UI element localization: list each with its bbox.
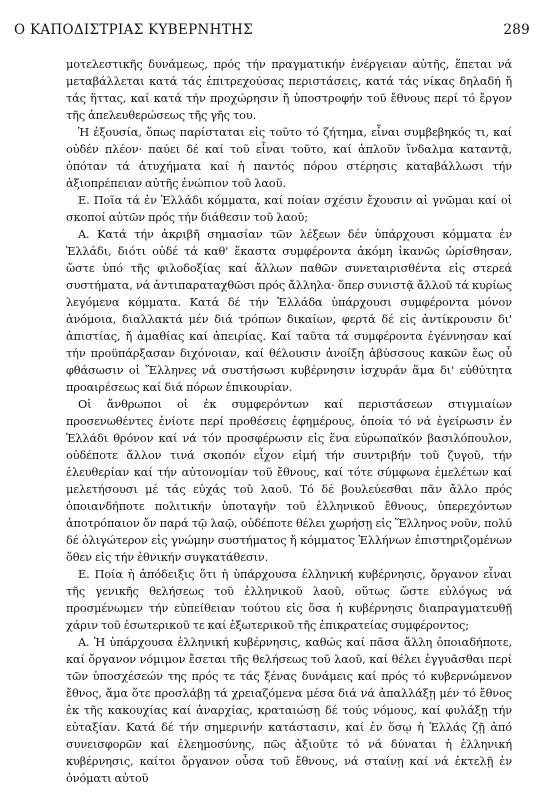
paragraph-continuation: μοτελεστικῆς δυνάμεως, πρός τήν πραγματικήν ἐνέργειαν αὐτῆς, ἕπεται νά μεταβάλλεται κατά τάς ἐπιτρεχούσας περιστάσεις, κατά τάς νίκας δηλαδή ἤ τάς ἥττας, καί κατά τήν προχώρησιν ἤ ὑποστροφήν τοῦ ἔθνους περί τό ἔργον τῆς ἀπελευθερώσεως τῆς γῆς του. <box>66 58 512 122</box>
body-text <box>66 56 512 787</box>
paragraph-authority: Ἡ ἐξουσία, ὅπως παρίσταται εἰς τοῦτο τό ζήτημα, εἶναι συμβεβηκός τι, καί οὐδέν πλέον· παύει δέ καί τοῦ εἶναι τοῦτο, καί ἁπλοῦν ἴνδαλμα καταντᾷ, ὁπόταν τά ἀτυχήματα καί ἡ παντός πόρου στέρησις καταβάλλωσι τήν ἀξιοπρέπειαν αὐτῆς ἐνώπιον τοῦ λαοῦ. <box>66 126 512 190</box>
question-parties: Ε. Ποῖα τά ἐν Ἑλλάδι κόμματα, καί ποίαν σχέσιν ἔχουσιν αἱ γνῶμαι καί οἱ σκοποί αὐτῶν πρός τήν διάθεσιν τοῦ λαοῦ; <box>66 194 512 224</box>
running-title: Ο ΚΑΠΟΔΙΣΤΡΙΑΣ ΚΥΒΕΡΝΗΤΗΣ <box>14 22 253 38</box>
page-number: 289 <box>503 22 530 38</box>
answer-parties: Α. Κατά τήν ἀκριβῆ σημασίαν τῶν λέξεων δέν ὑπάρχουσι κόμματα ἐν Ἑλλάδι, διότι οὐδέ τά καθ' ἕκαστα συμφέροντα ἀκόμη ἱκανῶς ὡρίσθησαν, ὥστε ὑπό τῆς φιλοδοξίας καί ἄλλων παθῶν συνεταιρισθέντα εἰς στερεά συστήματα, νά ἀντιπαραταχθῶσι πρός ἄλληλα· ὅπερ συνιστᾷ ἄλλοῦ τά κυρίως λεγόμενα κόμματα. Κατά δέ τήν Ἑλλάδα ὑπάρχουσι συμφέροντα μόνον ἀνόμοια, διαλλακτά μέν διά τρόπων δικαίων, φερτά δέ εἰς ἀντίκρουσιν δι' ἀπιστίας, ἤ ἀμαθίας καί ἀπειρίας. Καί ταῦτα τά συμφέροντα ἐγέννησαν καί τήν προϋπάρξασαν διχόνοιαν, καί θέλουσιν ἀνοίξη ἀβύσσους κακῶν ἕως οὗ φθάσωσιν οἱ Ἕλληνες νά συστήσωσι κυβέρνησιν ἰσχυράν ἅμα δι' εὐθύτητα προαιρέσεως καί διά πόρων ἐπικουρίαν. <box>66 228 512 394</box>
running-head <box>14 22 530 40</box>
answer-government: Α. Ἡ ὑπάρχουσα ἑλληνική κυβέρνησις, καθώς καί πᾶσα ἄλλη ὁποιαδήποτε, καί ὄργανον νόμιμον ἔσεται τῆς θελήσεως τοῦ λαοῦ, καί θέλει ἐγγυᾶσθαι περί τῶν ὑποσχέσεών της πρός τε τάς ξένας δυνάμεις καί πρός τό κυβερνώμενον ἔθνος, ἅμα ὅτε προσλάβῃ τά χρειαζόμενα μέσα διά νά ἀπαλλάξῃ μέν τό ἔθνος ἐκ τῆς κακουχίας καί ἀναρχίας, κραταιώσῃ δέ τούς νόμους, καί φυλάξῃ τήν εὐταξίαν. Κατά δέ τήν σημερινήν κατάστασιν, καί ἐν ὅσῳ ἡ Ἑλλάς ζῇ ἀπό συνεισφορῶν καί ἐλεημοσύνης, πῶς ἀξιοῦτε τό νά δύναται ἡ ἑλληνική κυβέρνησις, καίτοι ὄργανον οὖσα τοῦ ἔθνους, νά σταίνῃ καί νά ἐκτελῇ ἐν ὀνόματι αὐτοῦ <box>66 636 512 785</box>
question-government: Ε. Ποία ἡ ἀπόδειξις ὅτι ἡ ὑπάρχουσα ἑλληνική κυβέρνησις, ὄργανον εἶναι τῆς γενικῆς θελήσεως τοῦ ἑλληνικοῦ λαοῦ, οὕτως ὥστε εὐλόγως νά προσμένωμεν τήν εὐπείθειαν τούτου εἰς ὅσα ἡ κυβέρνησις διαπραγματευθῇ χάριν τοῦ ἐσωτερικοῦ τε καί ἐξωτερικοῦ τῆς ἐπικρατείας συμφέροντος; <box>66 568 512 632</box>
paragraph-people: Οἱ ἄνθρωποι οἱ ἐκ συμφερόντων καί περιστάσεων στιγμιαίων προσενωθέντες ἐνίοτε περί προθέσεις ἐφημέρους, ὁποία τό νά ἐγείρωσιν ἐν Ἑλλάδι θρόνον καί νά τόν προσφέρωσιν εἰς ἕνα εὐρωπαϊκόν βασιλόπουλον, οὐδέποτε ἄλλον τινά σκοπόν εἶχον εἰμή τήν συντριβήν τοῦ ζυγοῦ, τήν ἐλευθερίαν καί τήν αὐτονομίαν τοῦ ἔθνους, καί τότε σύμφωνα ἐμελέτων καί μελετήσουσι μέ τάς εὐχάς τοῦ λαοῦ. Τό δέ βουλεύεσθαι πᾶν ἄλλο πρός ὁποιανδήποτε πολιτικήν ὑποταγήν τοῦ ἑλληνικοῦ ἔθνους, ὑπερεχόντων ἀποτρόπαιον ὄν παρά τῷ λαῷ, οὐδέποτε θέλει χωρήσῃ εἰς Ἕλληνος νοῦν, πολύ δέ ὀλιγώτερον εἰς γνώμην συστήματος ἤ κόμματος Ἑλλήνων ἐπιστηριζομένων ὅθεν εἰς τήν ἐθνικήν συγκατάθεσιν. <box>66 398 512 564</box>
